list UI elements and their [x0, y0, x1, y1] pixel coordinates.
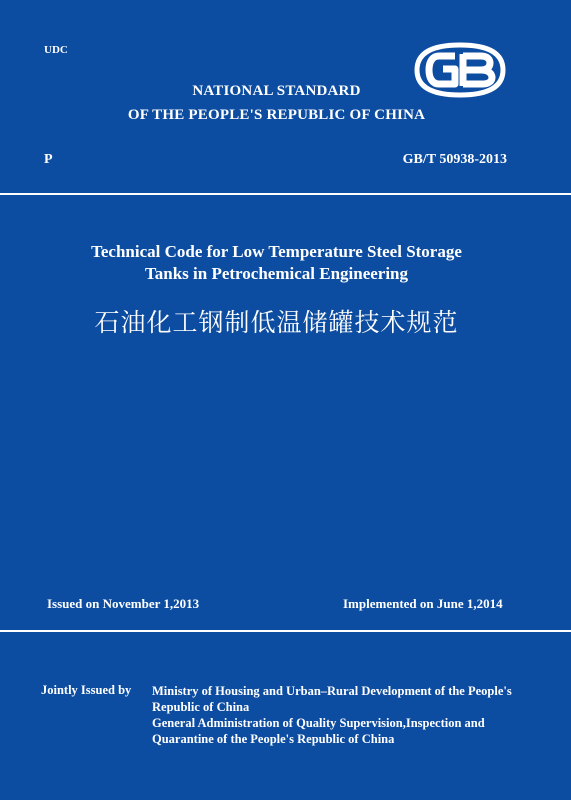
- top-divider: [0, 193, 571, 195]
- issuer-line: Ministry of Housing and Urban–Rural Development of the People's: [152, 684, 512, 698]
- english-title-line1: Technical Code for Low Temperature Steel Storage: [91, 242, 462, 261]
- bottom-divider: [0, 630, 571, 632]
- issuer-line: General Administration of Quality Supervision,Inspection and: [152, 716, 485, 730]
- category-code: P: [44, 152, 53, 167]
- issuer-line: Quarantine of the People's Republic of China: [152, 732, 395, 746]
- jointly-issued-label: Jointly Issued by: [41, 683, 132, 697]
- issuer-line: Republic of China: [152, 700, 250, 714]
- udc-label: UDC: [44, 44, 68, 56]
- standard-number: GB/T 50938-2013: [402, 152, 507, 167]
- issued-date: Issued on November 1,2013: [47, 596, 200, 611]
- svg-text:GB: GB: [459, 74, 461, 75]
- standard-title-line1: NATIONAL STANDARD: [192, 83, 361, 99]
- issuers-list: [152, 683, 512, 747]
- implemented-date: Implemented on June 1,2014: [343, 596, 503, 611]
- chinese-title: 石油化工钢制低温储罐技术规范: [94, 308, 459, 337]
- english-title-line2: Tanks in Petrochemical Engineering: [144, 264, 409, 283]
- standard-title-line2: OF THE PEOPLE'S REPUBLIC OF CHINA: [127, 107, 426, 123]
